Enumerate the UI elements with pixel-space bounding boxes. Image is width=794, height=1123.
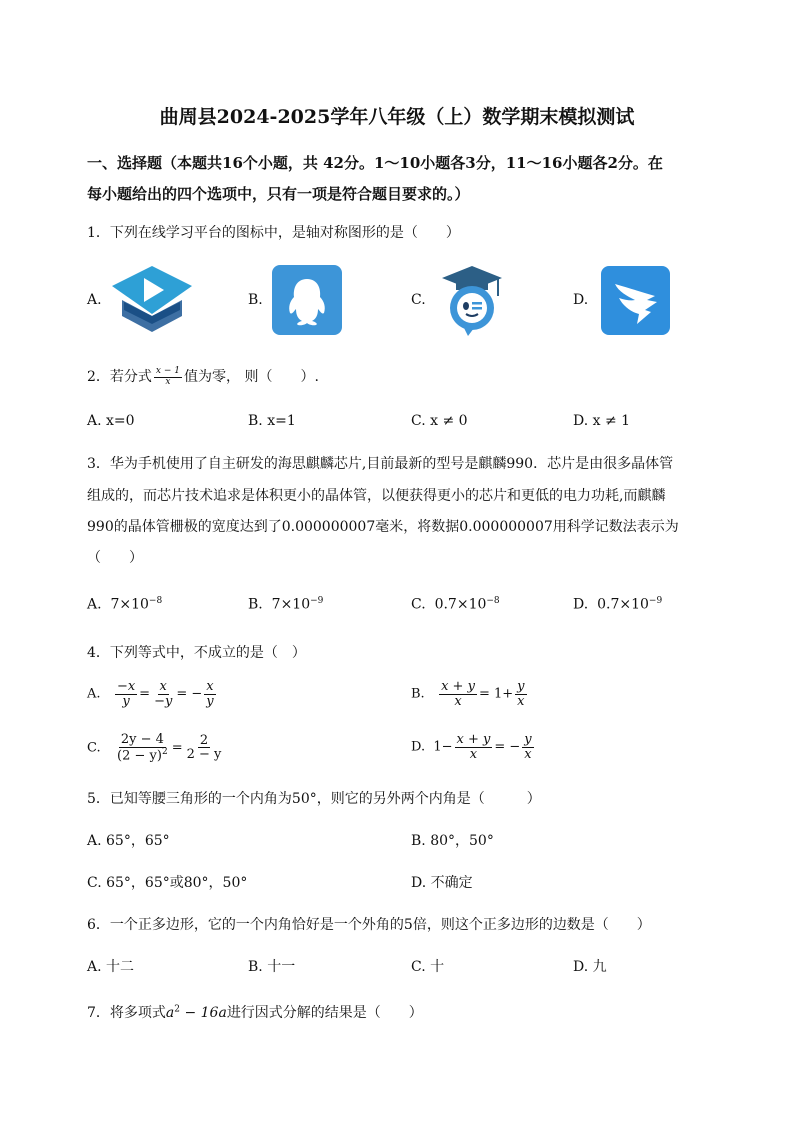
q1-option-d-label: D. [573,292,589,308]
q6-option-c: C. 十 [411,959,445,975]
q2-fraction [154,367,182,387]
question-3-line1: 3．华为手机使用了自主研发的海思麒麟芯片,目前最新的型号是麒麟990．芯片是由很多晶体管 [87,456,674,472]
q3-option-d: D. $0.7\times 10^{-9}$ [573,596,663,613]
q2-option-d: D. x ≠ 1 [573,413,631,429]
penguin-logo-icon [272,265,342,335]
wing-logo-icon [601,266,670,335]
page-title: 曲周县2024-2025学年八年级（上）数学期末模拟测试 [159,106,635,128]
play-logo-icon [112,266,192,334]
question-6-stem: 6．一个正多边形，它的一个内角恰好是一个外角的5倍，则这个正多边形的边数是（ ） [87,917,651,933]
q4-option-d: D. 1− $\frac{x + y}{x}$ = − $\frac{y}{x}$ [411,732,532,762]
question-3-line4: （ ） [87,550,143,566]
q2-option-b: B. x=1 [248,413,296,429]
question-4-stem: 4．下列等式中，不成立的是（ ） [87,645,306,661]
section-heading-line1: 一、选择题（本题共16个小题，共 42分。1～10小题各3分，11～16小题各2分。在 [87,154,663,172]
q2-fraction-denominator: x [165,376,171,387]
q4-option-b: B. $\frac{x + y}{x}$ = 1+ $\frac{y}{x}$ [411,679,525,709]
question-1-stem: 1．下列在线学习平台的图标中，是轴对称图形的是（ ） [87,225,460,241]
section-heading-line2: 每小题给出的四个选项中，只有一项是符合题目要求的。） [87,185,470,203]
q5-option-a: A. 65°，65° [87,833,170,849]
q2-option-a: A. x=0 [87,413,135,429]
q6-option-b: B. 十一 [248,959,296,975]
question-2-stem [87,366,319,387]
q4-option-c: C. $\frac{2y - 4}{(2 - y)^2}$ = $\frac{2}{2 - y}$ [87,732,222,763]
q5-option-d: D. 不确定 [411,875,473,891]
q2-stem-prefix: 2．若分式 [87,369,152,385]
q5-option-b: B. 80°，50° [411,833,494,849]
q2-option-c: C. x ≠ 0 [411,413,468,429]
question-3-line2: 组成的，而芯片技术追求是体积更小的晶体管，以便获得更小的芯片和更低的电力功耗,而麒麟 [87,488,666,504]
q5-option-c: C. 65°，65°或80°，50° [87,875,248,891]
question-3-line3: 990的晶体管栅极的宽度达到了0.000000007毫米，将数据0.000000007用科学记数法表示为 [87,519,679,535]
q2-stem-suffix: 值为零， 则（ ）. [184,369,319,385]
q6-option-d: D. 九 [573,959,607,975]
q3-option-c: C. $0.7\times 10^{-8}$ [411,596,500,613]
q6-option-a: A. 十二 [87,959,135,975]
q1-option-c-label: C. [411,292,426,308]
q2-fraction-numerator: x − 1 [155,366,180,377]
question-7-stem: 7．将多项式$a^2 - 16a$进行因式分解的结果是（ ） [87,1004,423,1021]
graduation-cap-chat-icon [438,264,506,338]
q1-option-b-label: B. [248,292,263,308]
q3-option-b: B. $7\times 10^{-9}$ [248,596,324,613]
q3-option-a: A. $7\times 10^{-8}$ [87,596,163,613]
q1-option-a-label: A. [87,292,102,308]
q4-option-a: A. $\frac{-x}{y}$ = $\frac{x}{-y}$ = − $\frac{x}{y}$ [87,679,214,709]
question-5-stem: 5．已知等腰三角形的一个内角为50°，则它的另外两个内角是（ ） [87,791,541,807]
